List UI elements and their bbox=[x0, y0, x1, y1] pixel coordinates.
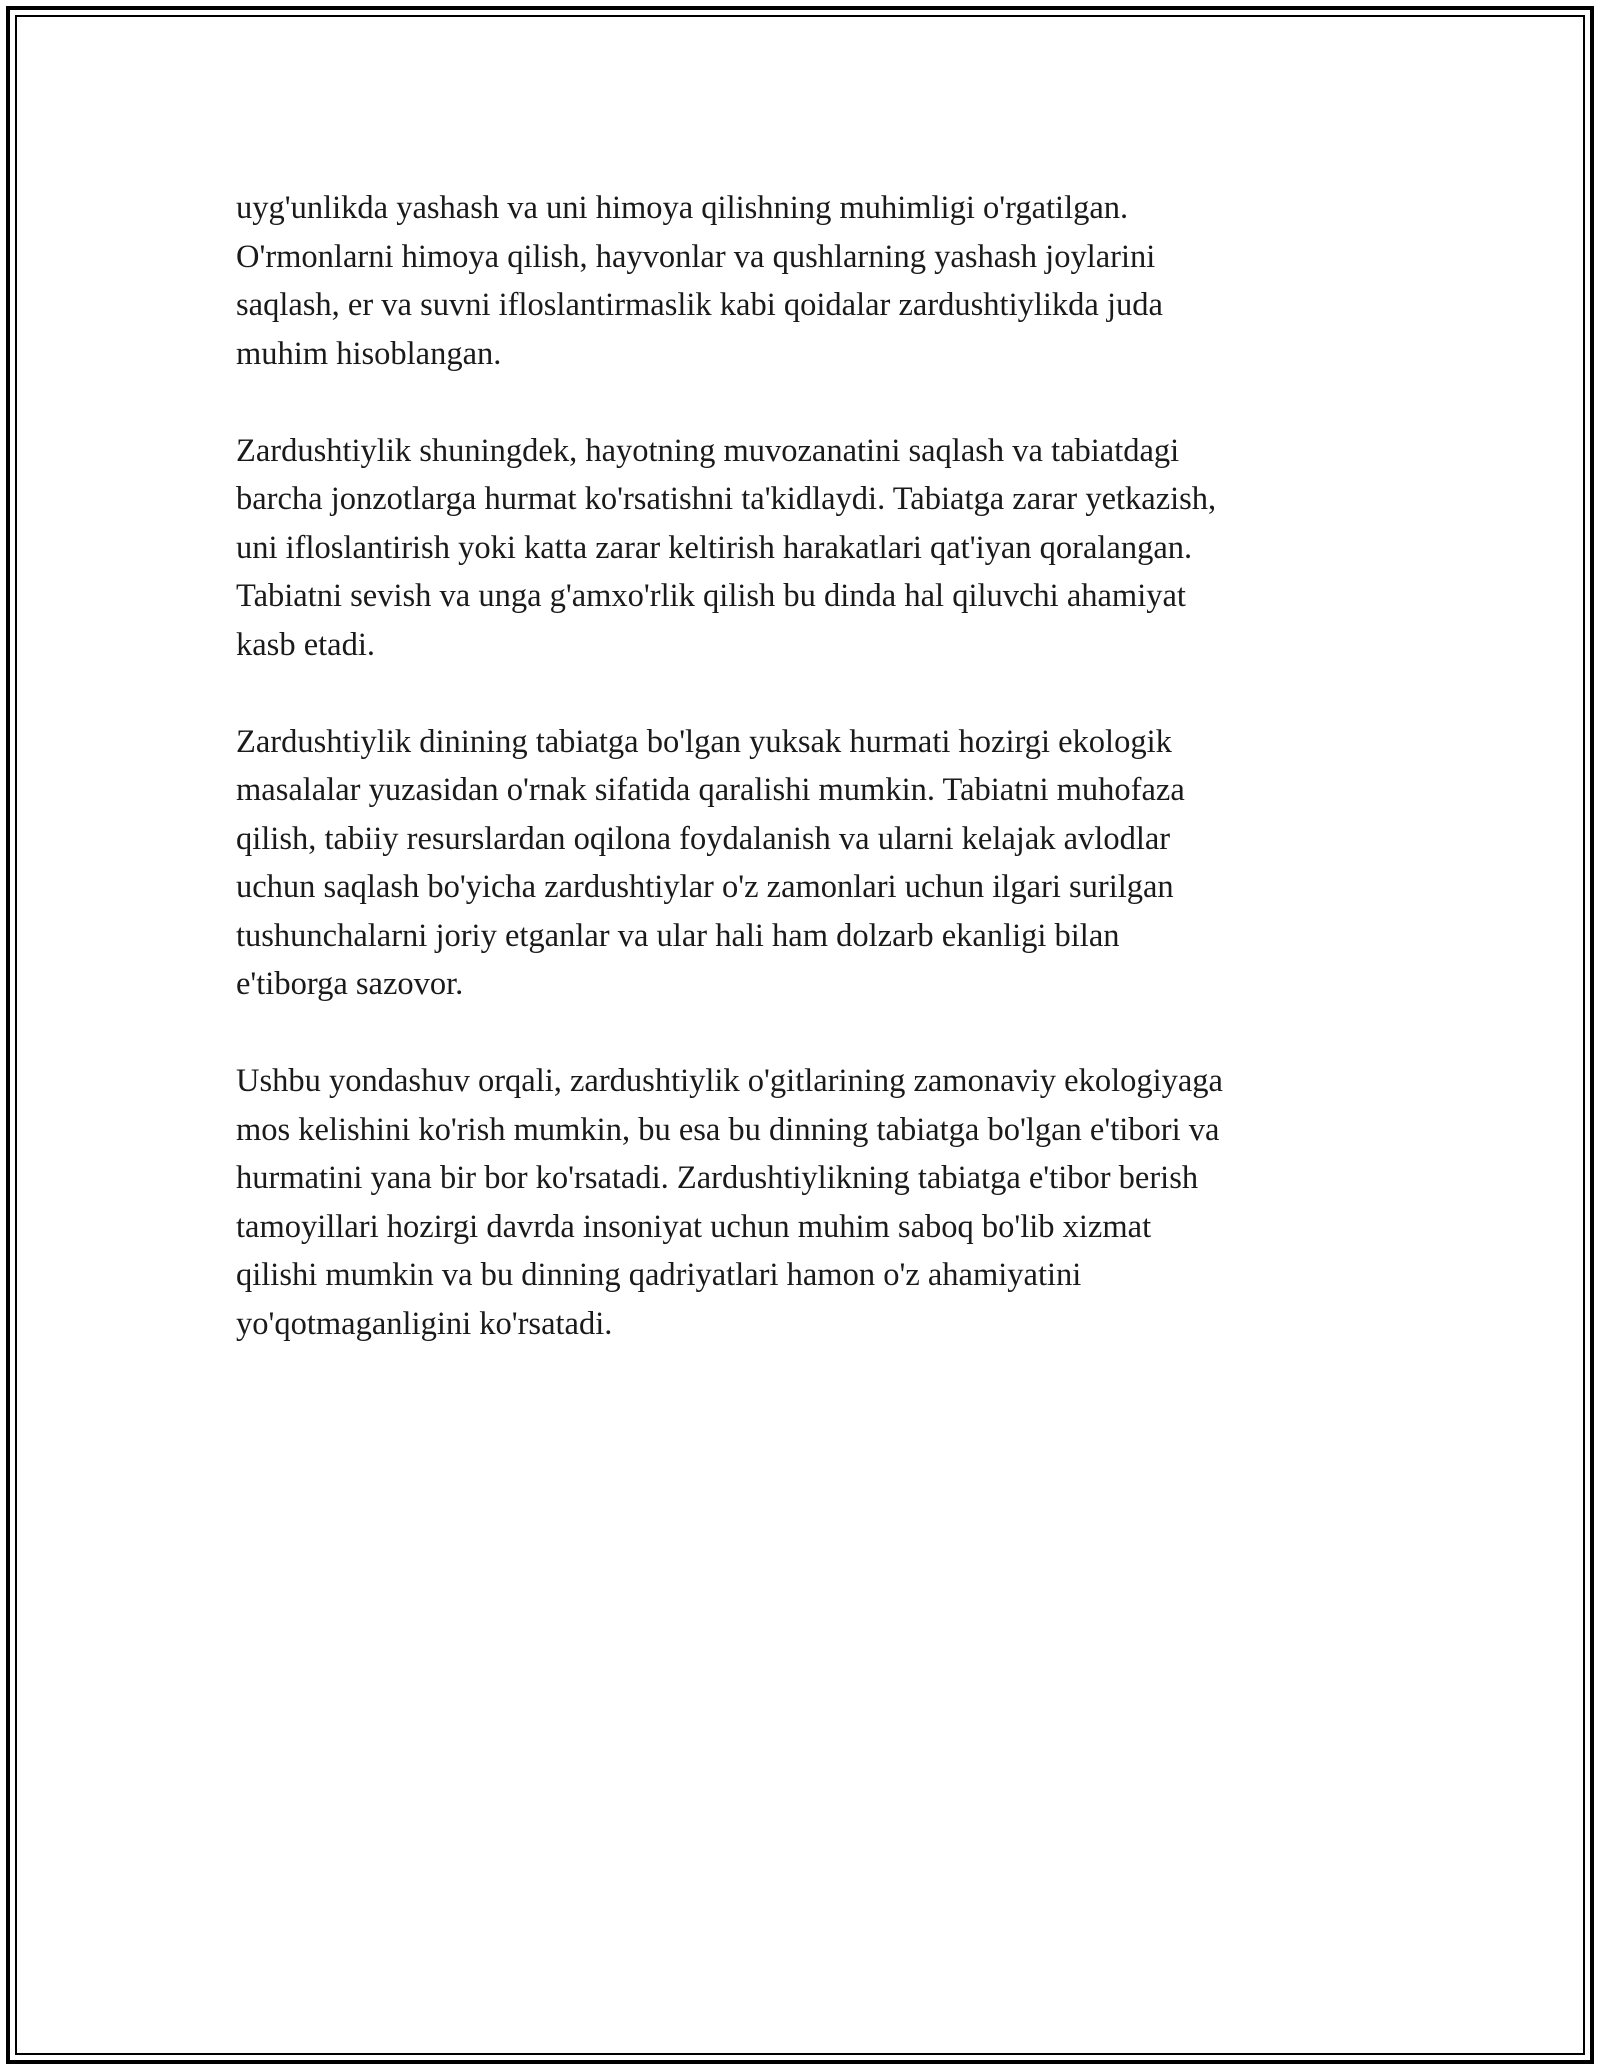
text-line: Zardushtiylik dinining tabiatga bo'lgan yuksak hurmati hozirgi ekologik bbox=[236, 723, 1172, 760]
text-line: mos kelishini ko'rish mumkin, bu esa bu dinning tabiatga bo'lgan e'tibori va bbox=[236, 1111, 1220, 1148]
paragraph-3 bbox=[236, 718, 1366, 1009]
document-body bbox=[236, 184, 1366, 1397]
text-line: masalalar yuzasidan o'rnak sifatida qaralishi mumkin. Tabiatni muhofaza bbox=[236, 772, 1185, 808]
text-line: hurmatini yana bir bor ko'rsatadi. Zardushtiylikning tabiatga e'tibor berish bbox=[236, 1160, 1199, 1196]
paragraph-2 bbox=[236, 427, 1366, 670]
text-line: O'rmonlarni himoya qilish, hayvonlar va qushlarning yashash joylarini bbox=[236, 238, 1156, 275]
text-line: barcha jonzotlarga hurmat ko'rsatishni ta'kidlaydi. Tabiatga zarar yetkazish, bbox=[236, 481, 1217, 517]
text-line: uyg'unlikda yashash va uni himoya qilishning muhimligi o'rgatilgan. bbox=[236, 190, 1129, 226]
text-line: Tabiatni sevish va unga g'amxo'rlik qilish bu dinda hal qiluvchi ahamiyat bbox=[236, 578, 1186, 614]
text-line: e'tiborga sazovor. bbox=[236, 966, 464, 1002]
text-line: uni ifloslantirish yoki katta zarar keltirish harakatlari qat'iyan qoralangan. bbox=[236, 529, 1193, 566]
paragraph-1 bbox=[236, 184, 1366, 378]
text-line: tamoyillari hozirgi davrda insoniyat uchun muhim saboq bo'lib xizmat bbox=[236, 1208, 1152, 1245]
text-line: uchun saqlash bo'yicha zardushtiylar o'z zamonlari uchun ilgari surilgan bbox=[236, 869, 1174, 905]
text-line: Zardushtiylik shuningdek, hayotning muvozanatini saqlash va tabiatdagi bbox=[236, 432, 1180, 469]
text-line: yo'qotmaganligini ko'rsatadi. bbox=[236, 1305, 613, 1342]
text-line: qilish, tabiiy resurslardan oqilona foydalanish va ularni kelajak avlodlar bbox=[236, 820, 1171, 857]
text-line: qilishi mumkin va bu dinning qadriyatlari hamon o'z ahamiyatini bbox=[236, 1257, 1082, 1293]
text-line: muhim hisoblangan. bbox=[236, 335, 502, 372]
text-line: tushunchalarni joriy etganlar va ular hali ham dolzarb ekanligi bilan bbox=[236, 917, 1120, 954]
text-line: kasb etadi. bbox=[236, 626, 375, 663]
text-line: Ushbu yondashuv orqali, zardushtiylik o'gitlarining zamonaviy ekologiyaga bbox=[236, 1063, 1223, 1099]
paragraph-4 bbox=[236, 1057, 1366, 1348]
text-line: saqlash, er va suvni ifloslantirmaslik kabi qoidalar zardushtiylikda juda bbox=[236, 287, 1163, 323]
